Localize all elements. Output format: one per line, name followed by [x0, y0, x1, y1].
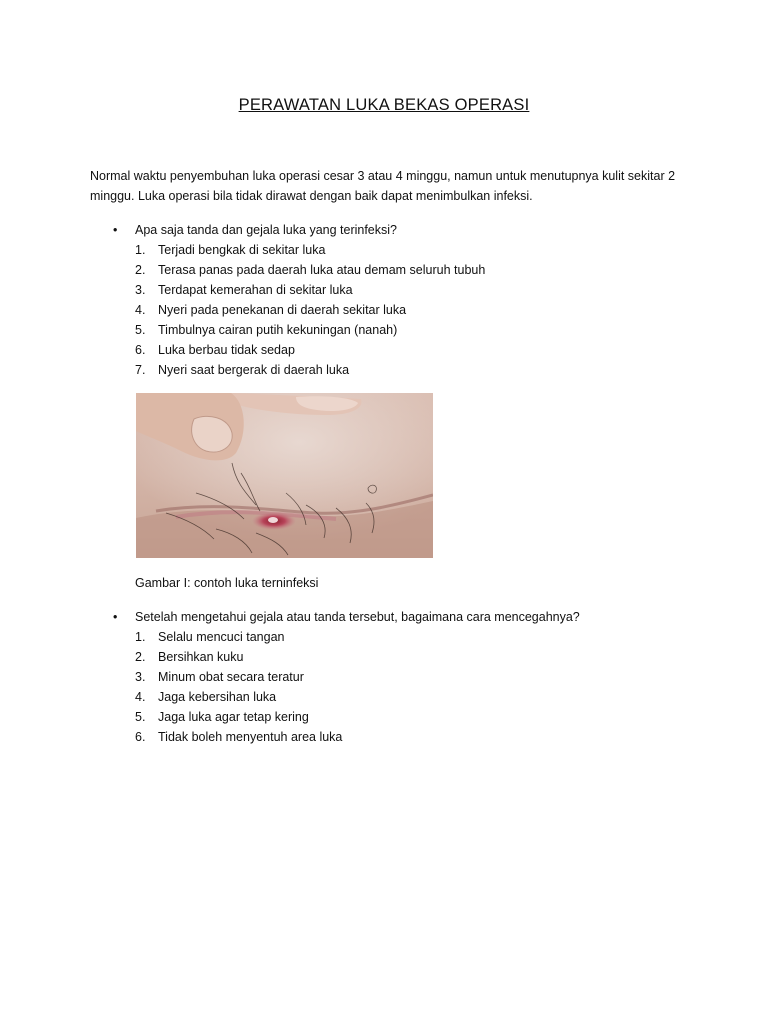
list-item-text: Bersihkan kuku	[158, 650, 244, 664]
list-number: 3.	[135, 283, 146, 297]
list-item-text: Tidak boleh menyentuh area luka	[158, 730, 343, 744]
prevention-list	[135, 627, 635, 747]
section1-question-text: Apa saja tanda dan gejala luka yang terinfeksi?	[135, 223, 397, 237]
list-item-text: Jaga kebersihan luka	[158, 690, 277, 704]
list-number: 7.	[135, 363, 146, 377]
list-item	[135, 667, 635, 687]
list-number: 6.	[135, 730, 146, 744]
list-item-text: Terjadi bengkak di sekitar luka	[158, 243, 326, 257]
list-item-text: Terdapat kemerahan di sekitar luka	[158, 283, 353, 297]
list-number: 2.	[135, 650, 146, 664]
list-item	[135, 687, 635, 707]
list-number: 6.	[135, 343, 146, 357]
wound-photo	[136, 393, 433, 558]
list-item-text: Minum obat secara teratur	[158, 670, 304, 684]
list-item-text: Selalu mencuci tangan	[158, 630, 285, 644]
list-number: 4.	[135, 690, 146, 704]
list-item	[135, 320, 635, 340]
list-item	[135, 707, 635, 727]
list-item-text: Luka berbau tidak sedap	[158, 343, 295, 357]
intro-paragraph: Normal waktu penyembuhan luka operasi cesar 3 atau 4 minggu, namun untuk menutupnya kulit sekitar 2 minggu. Luka operasi bila tidak dirawat dengan baik dapat menimbulkan infeksi.	[90, 169, 676, 203]
list-item	[135, 627, 635, 647]
list-item	[135, 727, 635, 747]
list-number: 1.	[135, 630, 146, 644]
bullet-icon: •	[113, 610, 118, 624]
figure-caption: Gambar I: contoh luka terninfeksi	[135, 576, 319, 590]
list-item	[135, 280, 635, 300]
list-item	[135, 360, 635, 380]
list-number: 3.	[135, 670, 146, 684]
section2-question-text: Setelah mengetahui gejala atau tanda tersebut, bagaimana cara mencegahnya?	[135, 610, 580, 624]
list-item	[135, 340, 635, 360]
page-title: PERAWATAN LUKA BEKAS OPERASI	[238, 96, 530, 114]
list-item-text: Nyeri pada penekanan di daerah sekitar luka	[158, 303, 407, 317]
list-number: 1.	[135, 243, 146, 257]
list-item	[135, 647, 635, 667]
list-number: 5.	[135, 323, 146, 337]
list-item	[135, 240, 635, 260]
list-number: 5.	[135, 710, 146, 724]
list-item-text: Terasa panas pada daerah luka atau demam seluruh tubuh	[158, 263, 486, 277]
list-item	[135, 260, 635, 280]
bullet-icon: •	[113, 223, 118, 237]
symptom-list	[135, 240, 635, 380]
list-number: 4.	[135, 303, 146, 317]
list-item-text: Nyeri saat bergerak di daerah luka	[158, 363, 350, 377]
list-item-text: Timbulnya cairan putih kekuningan (nanah)	[158, 323, 398, 337]
list-number: 2.	[135, 263, 146, 277]
list-item	[135, 300, 635, 320]
list-item-text: Jaga luka agar tetap kering	[158, 710, 309, 724]
